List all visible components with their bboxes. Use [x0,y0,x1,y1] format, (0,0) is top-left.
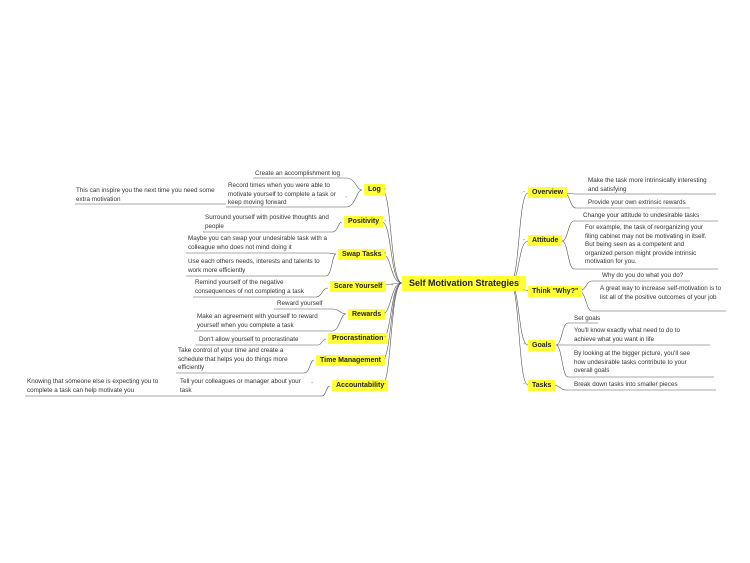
collapse-marker-overview[interactable]: - [523,189,526,196]
branch-swap-tasks[interactable]: Swap Tasks [338,249,386,260]
branch-think-why[interactable]: Think "Why?" [528,286,582,297]
branch-goals[interactable]: Goals [528,340,555,351]
collapse-marker-log[interactable]: - [384,186,387,193]
leaf-log-record-times: Record times when you were able to motivate yourself to complete a task or keep moving forward [228,182,336,207]
collapse-marker-scare[interactable]: - [391,282,394,289]
leaf-goals-bigger-picture: By looking at the bigger picture, you'll see how undesirable tasks contribute to your overall goals [574,350,691,375]
collapse-marker-accountability-leaf[interactable]: - [311,380,314,387]
connector-log [382,190,402,283]
branch-scare-yourself[interactable]: Scare Yourself [330,281,386,292]
branch-attitude[interactable]: Attitude [528,235,562,246]
branch-procrastination[interactable]: Procrastination [328,333,387,344]
leaf-log-inspire: This can inspire you the next time you need some extra motivation [76,187,215,203]
leaf-think-outcomes: A great way to increase self-motivation is to list all of the positive outcomes of your job [600,285,722,301]
collapse-marker-positivity[interactable]: - [384,218,387,225]
collapse-marker-swap[interactable]: - [384,250,387,257]
collapse-marker-tasks[interactable]: - [523,381,526,388]
collapse-marker-accountability[interactable]: - [384,381,387,388]
leaf-rewards-reward-yourself: Reward yourself [277,300,323,307]
leaf-goals-know: You'll know exactly what need to do to achieve what you want in life [574,327,680,343]
leaf-accountability-expecting: Knowing that someone else is expecting you to complete a task can help motivate you [27,378,159,394]
leaf-think-why-do: Why do you do what you do? [602,272,684,279]
leaf-log-accomplishment: Create an accomplishment log [255,170,341,177]
branch-accountability[interactable]: Accountability [332,380,388,391]
connector-time [382,283,402,360]
leaf-tasks-break-down: Break down tasks into smaller pieces [574,381,678,388]
leaf-rewards-agreement: Make an agreement with yourself to reward yourself when you complete a task [197,313,318,329]
leaf-goals-set: Set goals [574,315,601,322]
branch-log[interactable]: Log [364,184,385,195]
central-topic[interactable]: Self Motivation Strategies [402,276,526,291]
leaf-overview-extrinsic: Provide your own extrinsic rewards [588,199,686,206]
branch-rewards[interactable]: Rewards [348,309,385,320]
collapse-marker-time[interactable]: - [384,356,387,363]
branch-tasks[interactable]: Tasks [528,380,555,391]
leaf-positivity: Surround yourself with positive thoughts and people [205,214,329,230]
leaf-scare: Remind yourself of the negative consequences of not completing a task [195,279,304,295]
leaf-procrastination: Don't allow yourself to procrastinate [199,336,299,343]
leaf-overview-intrinsic: Make the task more intrinsically interesting and satisfying [588,177,707,193]
collapse-marker-attitude[interactable]: - [523,237,526,244]
collapse-marker-goals[interactable]: - [523,341,526,348]
leaf-time-management: Take control of your time and create a schedule that helps you do things more efficiently [178,347,288,372]
collapse-marker-log-leaf[interactable]: - [345,194,348,201]
branch-overview[interactable]: Overview [528,187,567,198]
branch-time-management[interactable]: Time Management [316,355,385,366]
connector-tasks [510,283,528,385]
leaf-swap-colleague: Maybe you can swap your undesirable task with a colleague who does not mind doing it [188,235,327,251]
collapse-marker-procrastination[interactable]: - [384,334,387,341]
leaf-attitude-example: For example, the task of reorganizing your filing cabinet may not be motivating in itself. But being seen as a competent and organized person might provide intrinsic motivation for you. [585,224,707,266]
branch-positivity[interactable]: Positivity [344,216,383,227]
leaf-accountability-tell: Tell your colleagues or manager about your task [180,378,301,394]
leaf-swap-needs: Use each others needs, interests and talents to work more efficiently [188,258,320,274]
leaf-line-swap-1 [186,253,336,254]
collapse-marker-rewards[interactable]: - [384,310,387,317]
collapse-marker-think[interactable]: - [523,287,526,294]
leaf-attitude-change: Change your attitude to undesirable tasks [583,212,700,219]
